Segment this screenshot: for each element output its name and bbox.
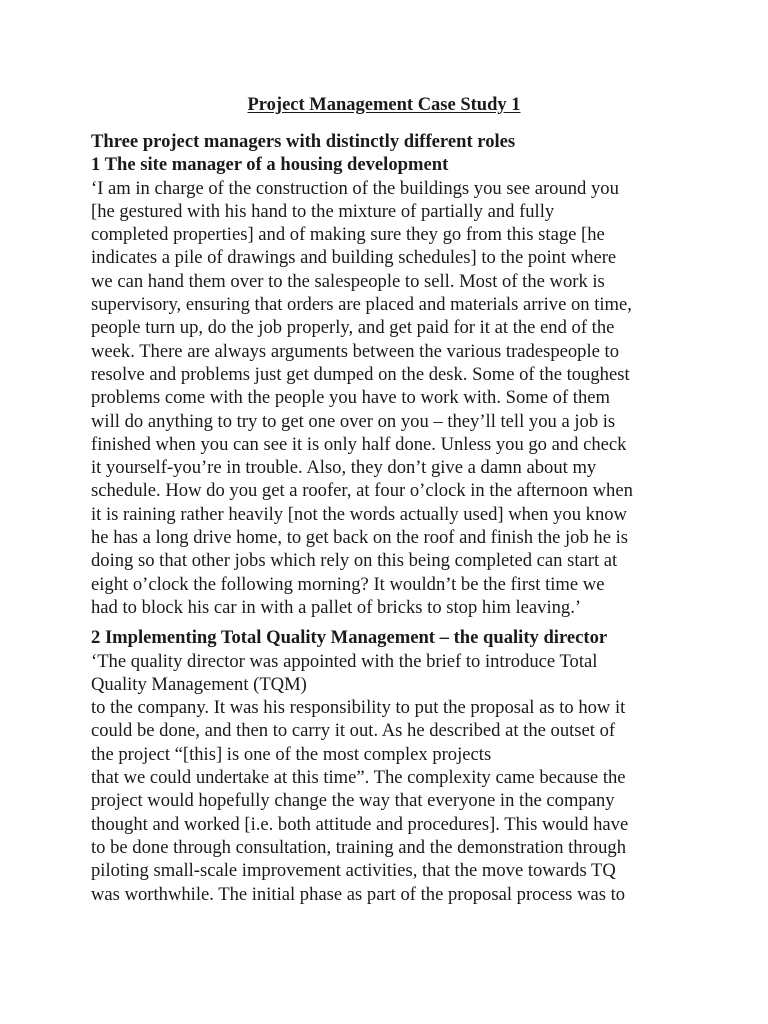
body-text-line: that we could undertake at this time”. The complexity came because the bbox=[91, 767, 626, 789]
body-text-line: supervisory, ensuring that orders are placed and materials arrive on time, bbox=[91, 294, 632, 316]
body-text-line: piloting small-scale improvement activities, that the move towards TQ bbox=[91, 860, 616, 882]
body-text-line: finished when you can see it is only half done. Unless you go and check bbox=[91, 433, 627, 455]
body-text-line: project would hopefully change the way that everyone in the company bbox=[91, 790, 615, 812]
body-text-line: problems come with the people you have to work with. Some of them bbox=[91, 387, 610, 409]
section-heading: Three project managers with distinctly different roles bbox=[91, 131, 516, 152]
body-text-line: people turn up, do the job properly, and get paid for it at the end of the bbox=[91, 317, 615, 339]
document-title bbox=[0, 92, 768, 118]
body-text-line: had to block his car in with a pallet of bricks to stop him leaving.’ bbox=[91, 596, 582, 618]
body-text-line: indicates a pile of drawings and building schedules] to the point where bbox=[91, 247, 617, 269]
body-text-line: it yourself-you’re in trouble. Also, they don’t give a damn about my bbox=[91, 457, 597, 479]
body-text-line: Quality Management (TQM) bbox=[91, 673, 307, 695]
body-text-line: week. There are always arguments between the various tradespeople to bbox=[91, 340, 619, 362]
body-text-line: ‘I am in charge of the construction of the buildings you see around you bbox=[91, 177, 619, 199]
body-text-line: resolve and problems just get dumped on the desk. Some of the toughest bbox=[91, 363, 630, 385]
body-text-line: the project “[this] is one of the most complex projects bbox=[91, 743, 492, 765]
body-text-line: to the company. It was his responsibility to put the proposal as to how it bbox=[91, 697, 626, 719]
body-text-line: schedule. How do you get a roofer, at four o’clock in the afternoon when bbox=[91, 480, 633, 502]
body-text-line: he has a long drive home, to get back on the roof and finish the job he is bbox=[91, 527, 629, 549]
document-title-text: Project Management Case Study 1 bbox=[247, 95, 521, 115]
body-text-line: thought and worked [i.e. both attitude and procedures]. This would have bbox=[91, 813, 629, 835]
body-text-line: could be done, and then to carry it out. As he described at the outset of bbox=[91, 720, 616, 742]
body-text-line: we can hand them over to the salespeople to sell. Most of the work is bbox=[91, 270, 605, 292]
body-text-line: [he gestured with his hand to the mixture of partially and fully bbox=[91, 200, 555, 222]
body-text-line: eight o’clock the following morning? It wouldn’t be the first time we bbox=[91, 573, 605, 595]
body-text-line: doing so that other jobs which rely on this being completed can start at bbox=[91, 550, 618, 572]
body-text-line: to be done through consultation, training and the demonstration through bbox=[91, 836, 626, 858]
body-text-line: completed properties] and of making sure they go from this stage [he bbox=[91, 224, 605, 246]
document-body bbox=[91, 130, 691, 906]
body-text-line: will do anything to try to get one over on you – they’ll tell you a job is bbox=[91, 410, 616, 432]
body-text-line: ‘The quality director was appointed with the brief to introduce Total bbox=[91, 650, 598, 672]
body-text-line: was worthwhile. The initial phase as part of the proposal process was to bbox=[91, 883, 626, 905]
section-heading: 2 Implementing Total Quality Management – the quality director bbox=[91, 627, 608, 649]
section-heading: 1 The site manager of a housing development bbox=[91, 154, 449, 176]
body-text-line: it is raining rather heavily [not the words actually used] when you know bbox=[91, 503, 627, 525]
